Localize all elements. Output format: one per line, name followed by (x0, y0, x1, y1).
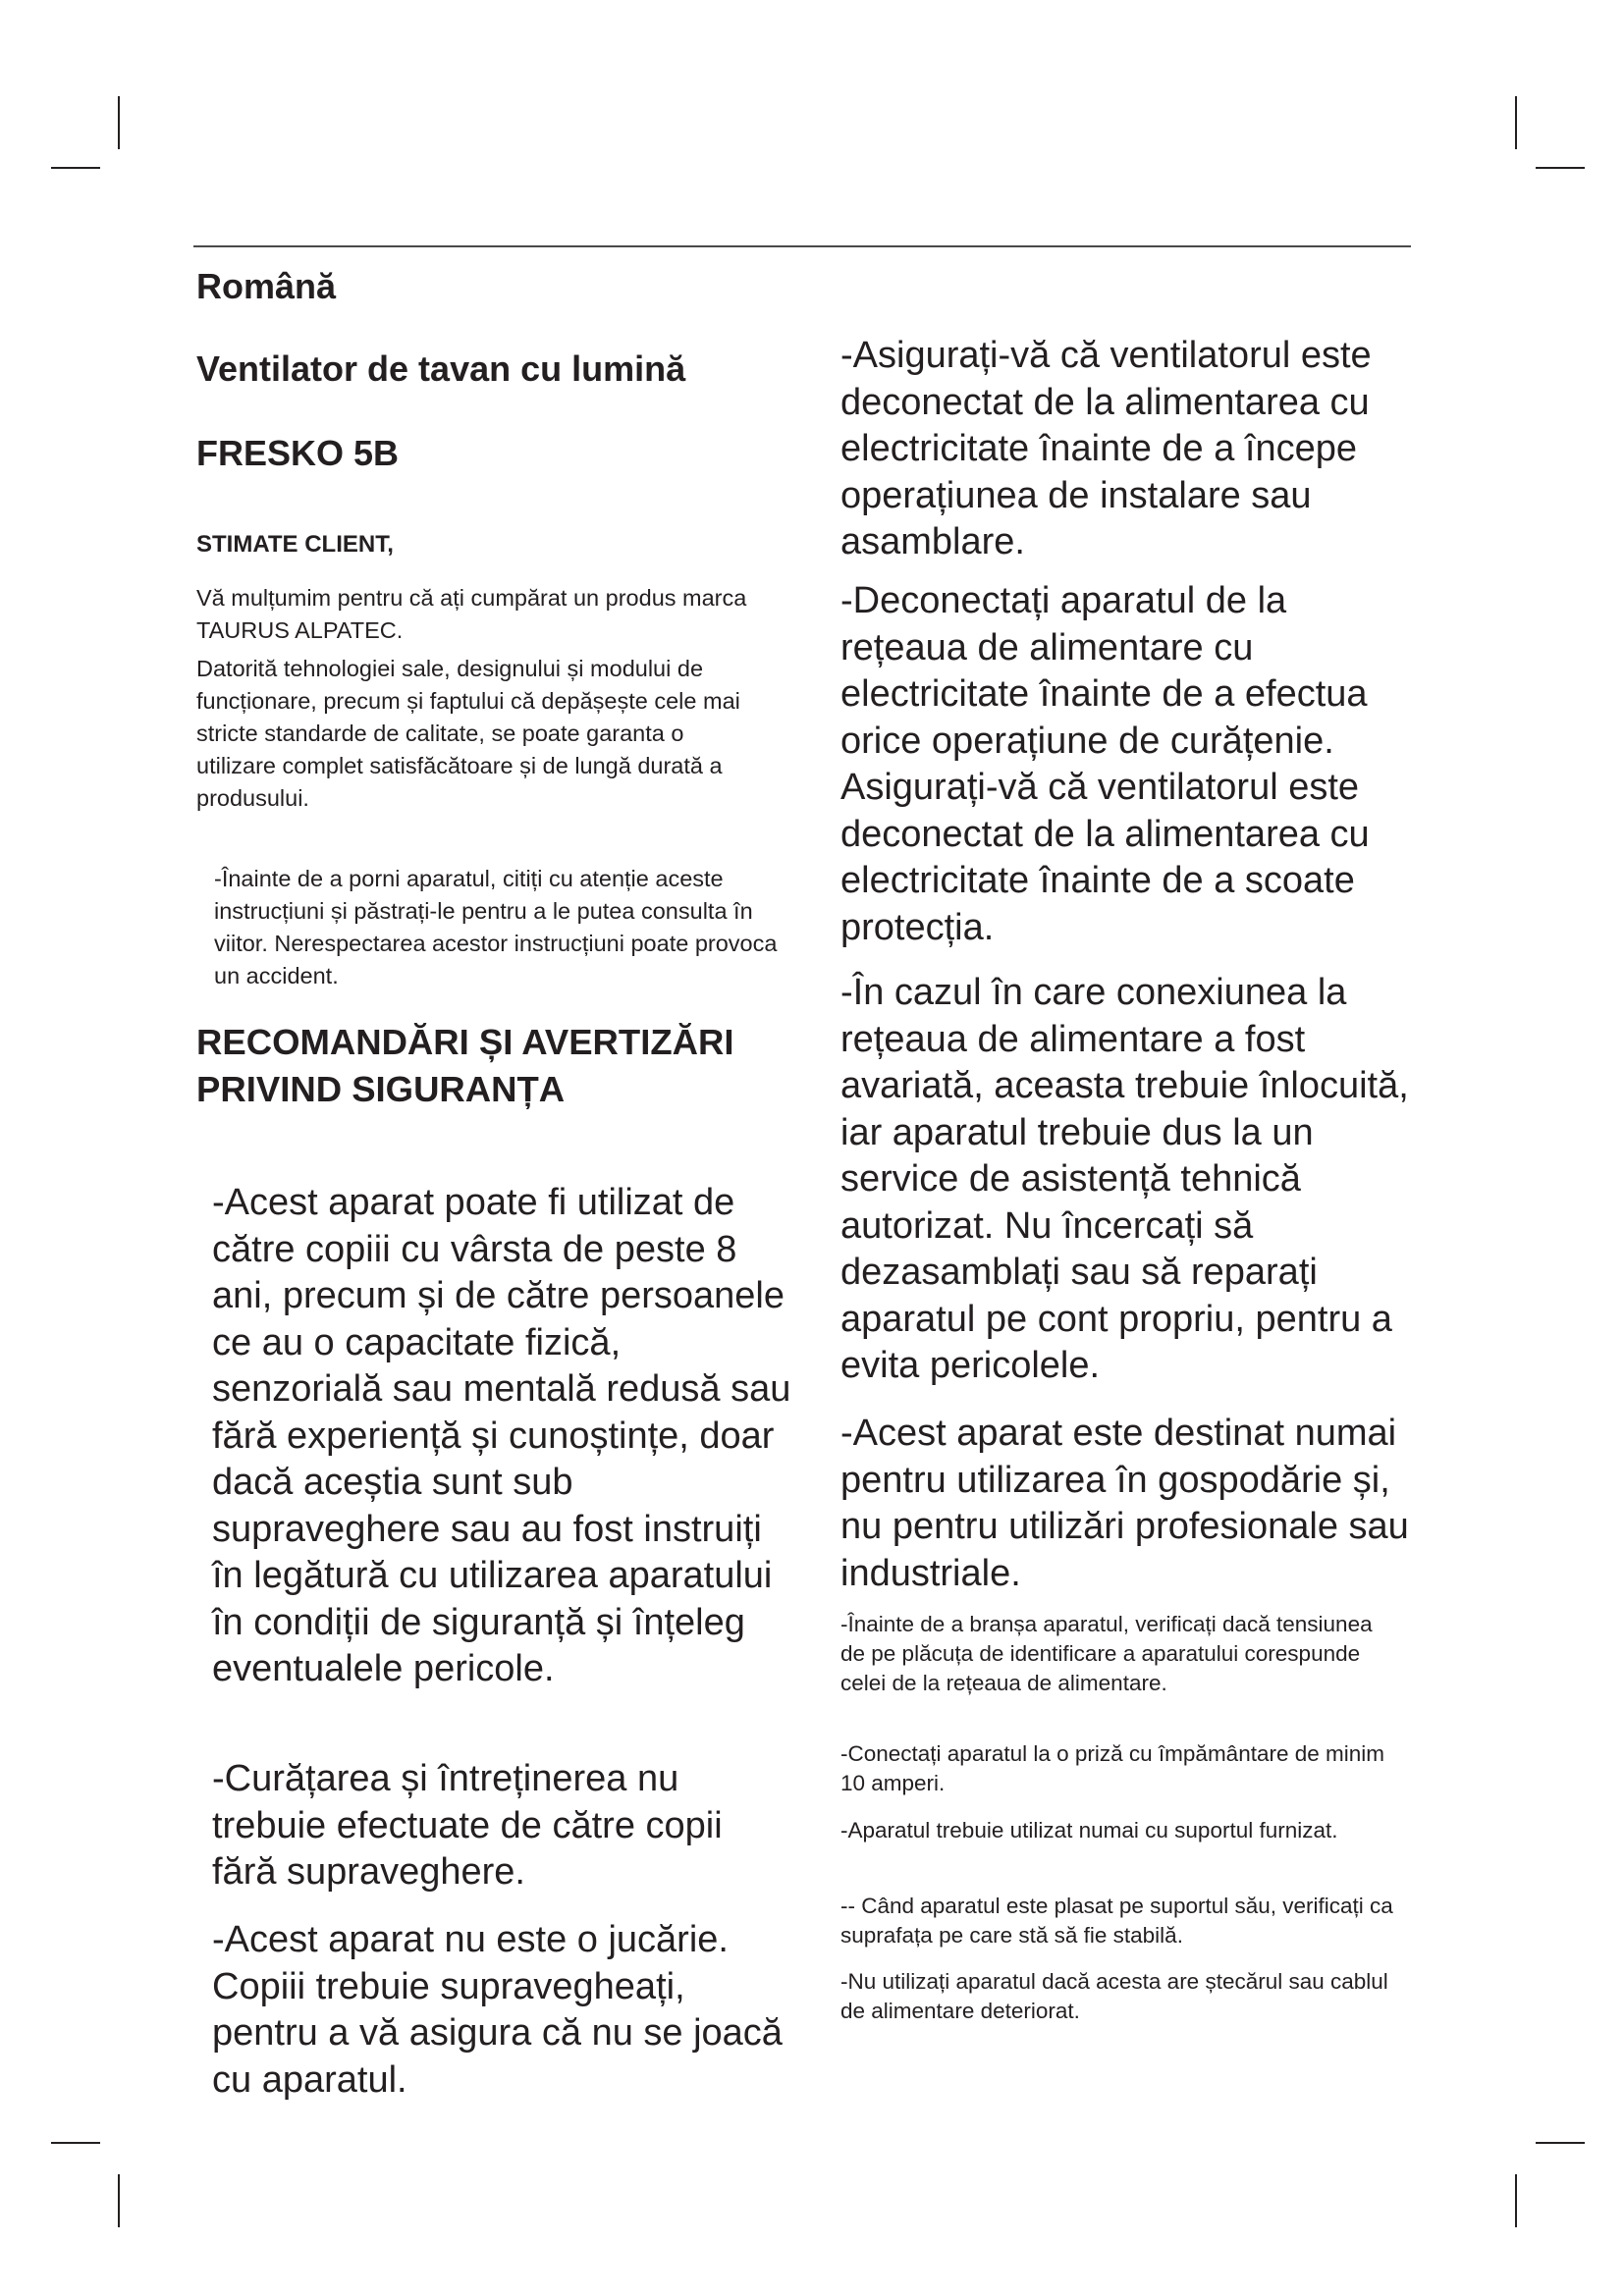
check-voltage-paragraph: -Înainte de a branșa aparatul, verificați dacă tensiunea de pe plăcuța de identificare a aparatului corespunde celei de la rețeaua de alimentare. (840, 1612, 1373, 1695)
disconnect-install-paragraph: -Asigurați-vă că ventilatorul este deconectat de la alimentarea cu electricitate înainte de a începe operațiunea de instalare sau asamblare. (840, 335, 1372, 562)
children-use-paragraph: -Acest aparat poate fi utilizat de către copiii cu vârsta de peste 8 ani, precum și de către persoanele ce au o capacitate fizică, senzorială sau mentală redusă sau fără experiență și cunoștințe, doar dacă aceștia sunt sub supraveghere sau au fost instruiți în legătură cu utilizarea aparatului în condiții de siguranță și înțeleg eventualele pericole. (212, 1182, 791, 1689)
crop-mark-top-right-horizontal (1536, 167, 1585, 169)
quality-paragraph: Datorită tehnologiei sale, designului și modului de funcționare, precum și faptului că depășește cele mai stricte standarde de calitate, se poate garanta o utilizare complet satisfăcătoare și de lungă durată a produsului. (196, 656, 740, 811)
model-name: FRESKO 5B (196, 433, 400, 473)
cleaning-children-paragraph: -Curățarea și întreținerea nu trebuie efectuate de către copii fără supraveghere. (212, 1758, 723, 1893)
header-rule (193, 245, 1411, 247)
product-title: Ventilator de tavan cu lumină (196, 348, 686, 389)
thanks-paragraph: Vă mulțumim pentru că ați cumpărat un produs marca TAURUS ALPATEC. (196, 585, 747, 643)
crop-mark-bottom-right-horizontal (1536, 2142, 1585, 2144)
household-only-paragraph: -Acest aparat este destinat numai pentru utilizarea în gospodărie și, nu pentru utilizări profesionale sau industriale. (840, 1413, 1409, 1594)
read-instructions-paragraph: -Înainte de a porni aparatul, citiți cu atenție aceste instrucțiuni și păstrați-le pentru a le putea consulta în viitor. Nerespectarea acestor instrucțiuni poate provoca un accident. (214, 866, 778, 988)
grounded-socket-paragraph: -Conectați aparatul la o priză cu împământare de minim 10 amperi. (840, 1741, 1385, 1795)
damaged-connection-paragraph: -În cazul în care conexiunea la rețeaua de alimentare a fost avariată, aceasta trebuie înlocuită, iar aparatul trebuie dus la un service de asistență tehnică autorizat. Nu încercați să dezasamblați sau să reparați aparatul pe cont propriu, pentru a evita pericolele. (840, 972, 1409, 1386)
crop-mark-bottom-left-vertical (118, 2174, 120, 2227)
disconnect-cleaning-paragraph: -Deconectați aparatul de la rețeaua de alimentare cu electricitate înainte de a efectua orice operațiune de curățenie. Asigurați-vă că ventilatorul este deconectat de la alimentarea cu electricitate înainte de a scoate protecția. (840, 580, 1370, 948)
stable-surface-paragraph: -- Când aparatul este plasat pe suportul său, verificați ca suprafața pe care stă să fie stabilă. (840, 1894, 1393, 1948)
crop-mark-top-left-vertical (118, 96, 120, 149)
supplied-stand-paragraph: -Aparatul trebuie utilizat numai cu suportul furnizat. (840, 1818, 1338, 1842)
crop-mark-top-right-vertical (1515, 96, 1517, 149)
crop-mark-top-left-horizontal (51, 167, 100, 169)
safety-heading: RECOMANDĂRI ȘI AVERTIZĂRI PRIVIND SIGURANȚA (196, 1022, 734, 1109)
crop-mark-bottom-left-horizontal (51, 2142, 100, 2144)
salutation: STIMATE CLIENT, (196, 531, 394, 558)
crop-mark-bottom-right-vertical (1515, 2174, 1517, 2227)
not-a-toy-paragraph: -Acest aparat nu este o jucărie. Copiii trebuie supravegheați, pentru a vă asigura că nu se joacă cu aparatul. (212, 1919, 783, 2101)
language-heading: Română (196, 266, 337, 306)
damaged-cable-paragraph: -Nu utilizați aparatul dacă acesta are ștecărul sau cablul de alimentare deteriorat. (840, 1969, 1388, 2023)
